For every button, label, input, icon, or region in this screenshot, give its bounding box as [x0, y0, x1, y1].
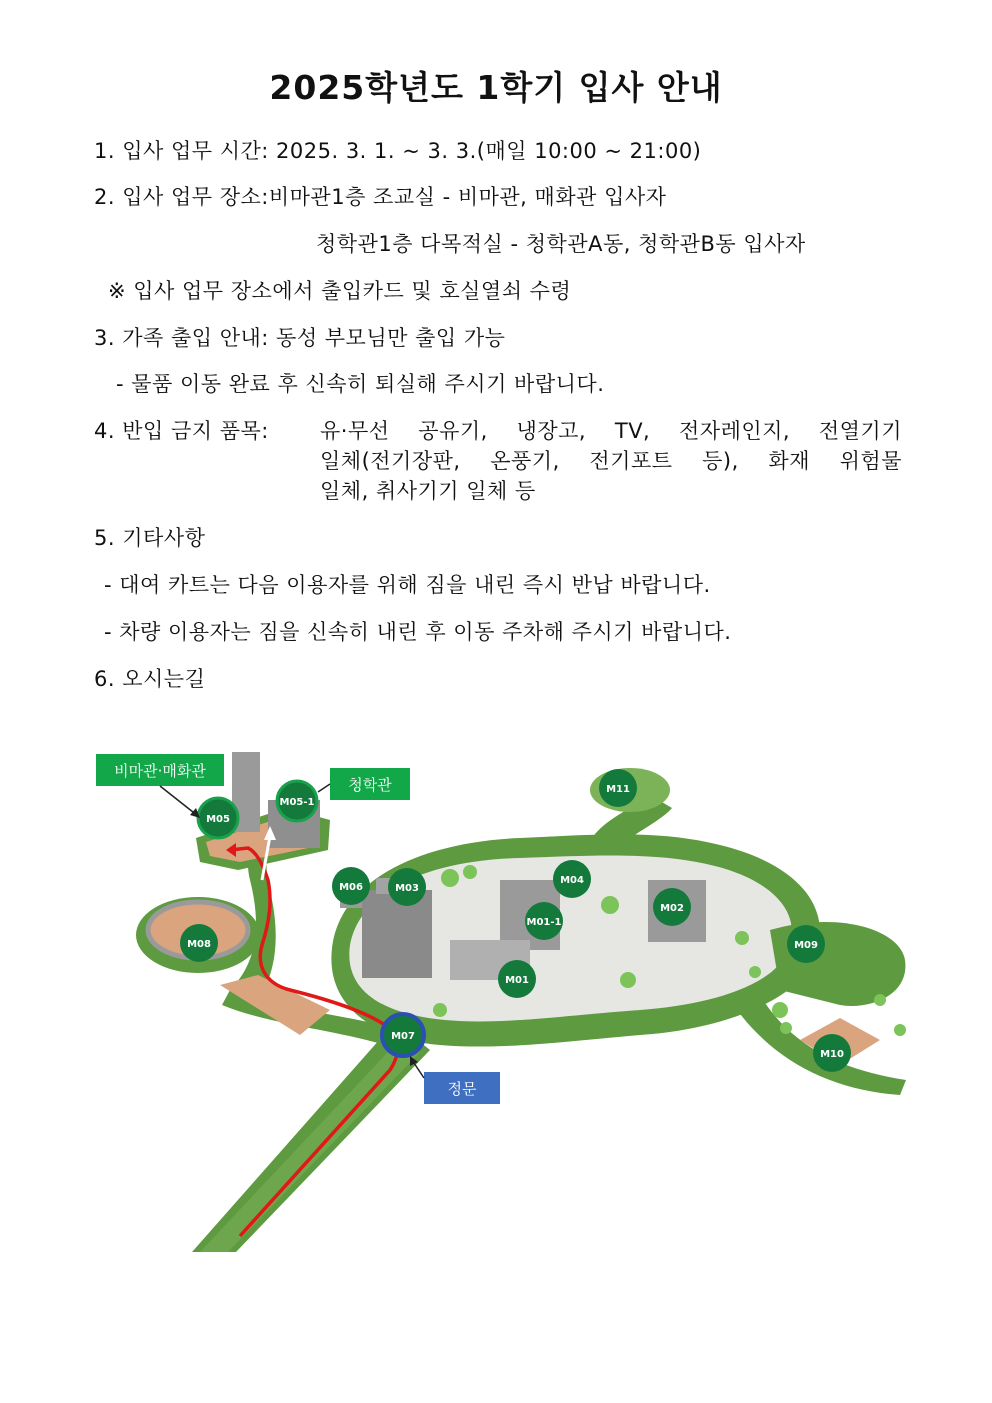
- marker-m09-label: M09: [794, 940, 818, 951]
- marker-m05-1-label: M05-1: [279, 797, 315, 808]
- prohibited-list: [320, 416, 902, 506]
- location-bima: 비마관1층 조교실 - 비마관, 매화관 입사자: [268, 185, 667, 209]
- marker-m07-label: M07: [391, 1031, 415, 1042]
- marker-m06-label: M06: [339, 882, 363, 893]
- location-cheonghak: 청학관1층 다목적실 - 청학관A동, 청학관B동 입사자: [316, 232, 806, 256]
- item-etc-cart: - 대여 카트는 다음 이용자를 위해 짐을 내린 즉시 반납 바랍니다.: [104, 573, 711, 597]
- label-cheonghak: 청학관: [348, 776, 392, 794]
- main-road-edge: [200, 1036, 420, 1252]
- marker-m04-label: M04: [560, 875, 584, 886]
- marker-m05-label: M05: [206, 814, 230, 825]
- note-keycard: ※ 입사 업무 장소에서 출입카드 및 호실열쇠 수령: [108, 279, 572, 303]
- marker-m01-label: M01: [505, 975, 529, 986]
- marker-m10-label: M10: [820, 1049, 844, 1060]
- label-bima-maehwa-pointer: [160, 786, 198, 816]
- item-move-in-location: [94, 182, 666, 212]
- prohibited-line: 유·무선 공유기, 냉장고, TV, 전자레인지, 전열기기: [320, 419, 902, 443]
- item-prohibited-label: 4. 반입 금지 품목:: [94, 419, 269, 443]
- prohibited-line: 일체, 취사기기 일체 등: [320, 479, 536, 503]
- marker-m02-label: M02: [660, 903, 684, 914]
- item-directions: 6. 오시는길: [94, 667, 206, 691]
- campus-map: [0, 700, 992, 1260]
- item-move-in-location-label: 2. 입사 업무 장소:: [94, 185, 269, 209]
- item-family-entry-note: - 물품 이동 완료 후 신속히 퇴실해 주시기 바랍니다.: [116, 372, 605, 396]
- marker-m08-label: M08: [187, 939, 211, 950]
- page-title: 2025학년도 1학기 입사 안내: [269, 68, 723, 107]
- item-etc: 5. 기타사항: [94, 526, 206, 550]
- marker-m01-1-label: M01-1: [526, 917, 562, 928]
- item-etc-parking: - 차량 이용자는 짐을 신속히 내린 후 이동 주차해 주시기 바랍니다.: [104, 620, 732, 644]
- label-bima-maehwa: 비마관·매화관: [114, 762, 206, 780]
- label-cheonghak-pointer: [318, 784, 330, 792]
- label-main-gate: 정문: [447, 1080, 477, 1098]
- item-family-entry: 3. 가족 출입 안내: 동성 부모님만 출입 가능: [94, 326, 506, 350]
- marker-m03-label: M03: [395, 883, 419, 894]
- item-move-in-hours: 1. 입사 업무 시간: 2025. 3. 1. ~ 3. 3.(매일 10:00 ~ 21:00): [94, 139, 702, 163]
- prohibited-line: 일체(전기장판, 온풍기, 전기포트 등), 화재 위험물: [320, 449, 902, 473]
- marker-m11-label: M11: [606, 784, 630, 795]
